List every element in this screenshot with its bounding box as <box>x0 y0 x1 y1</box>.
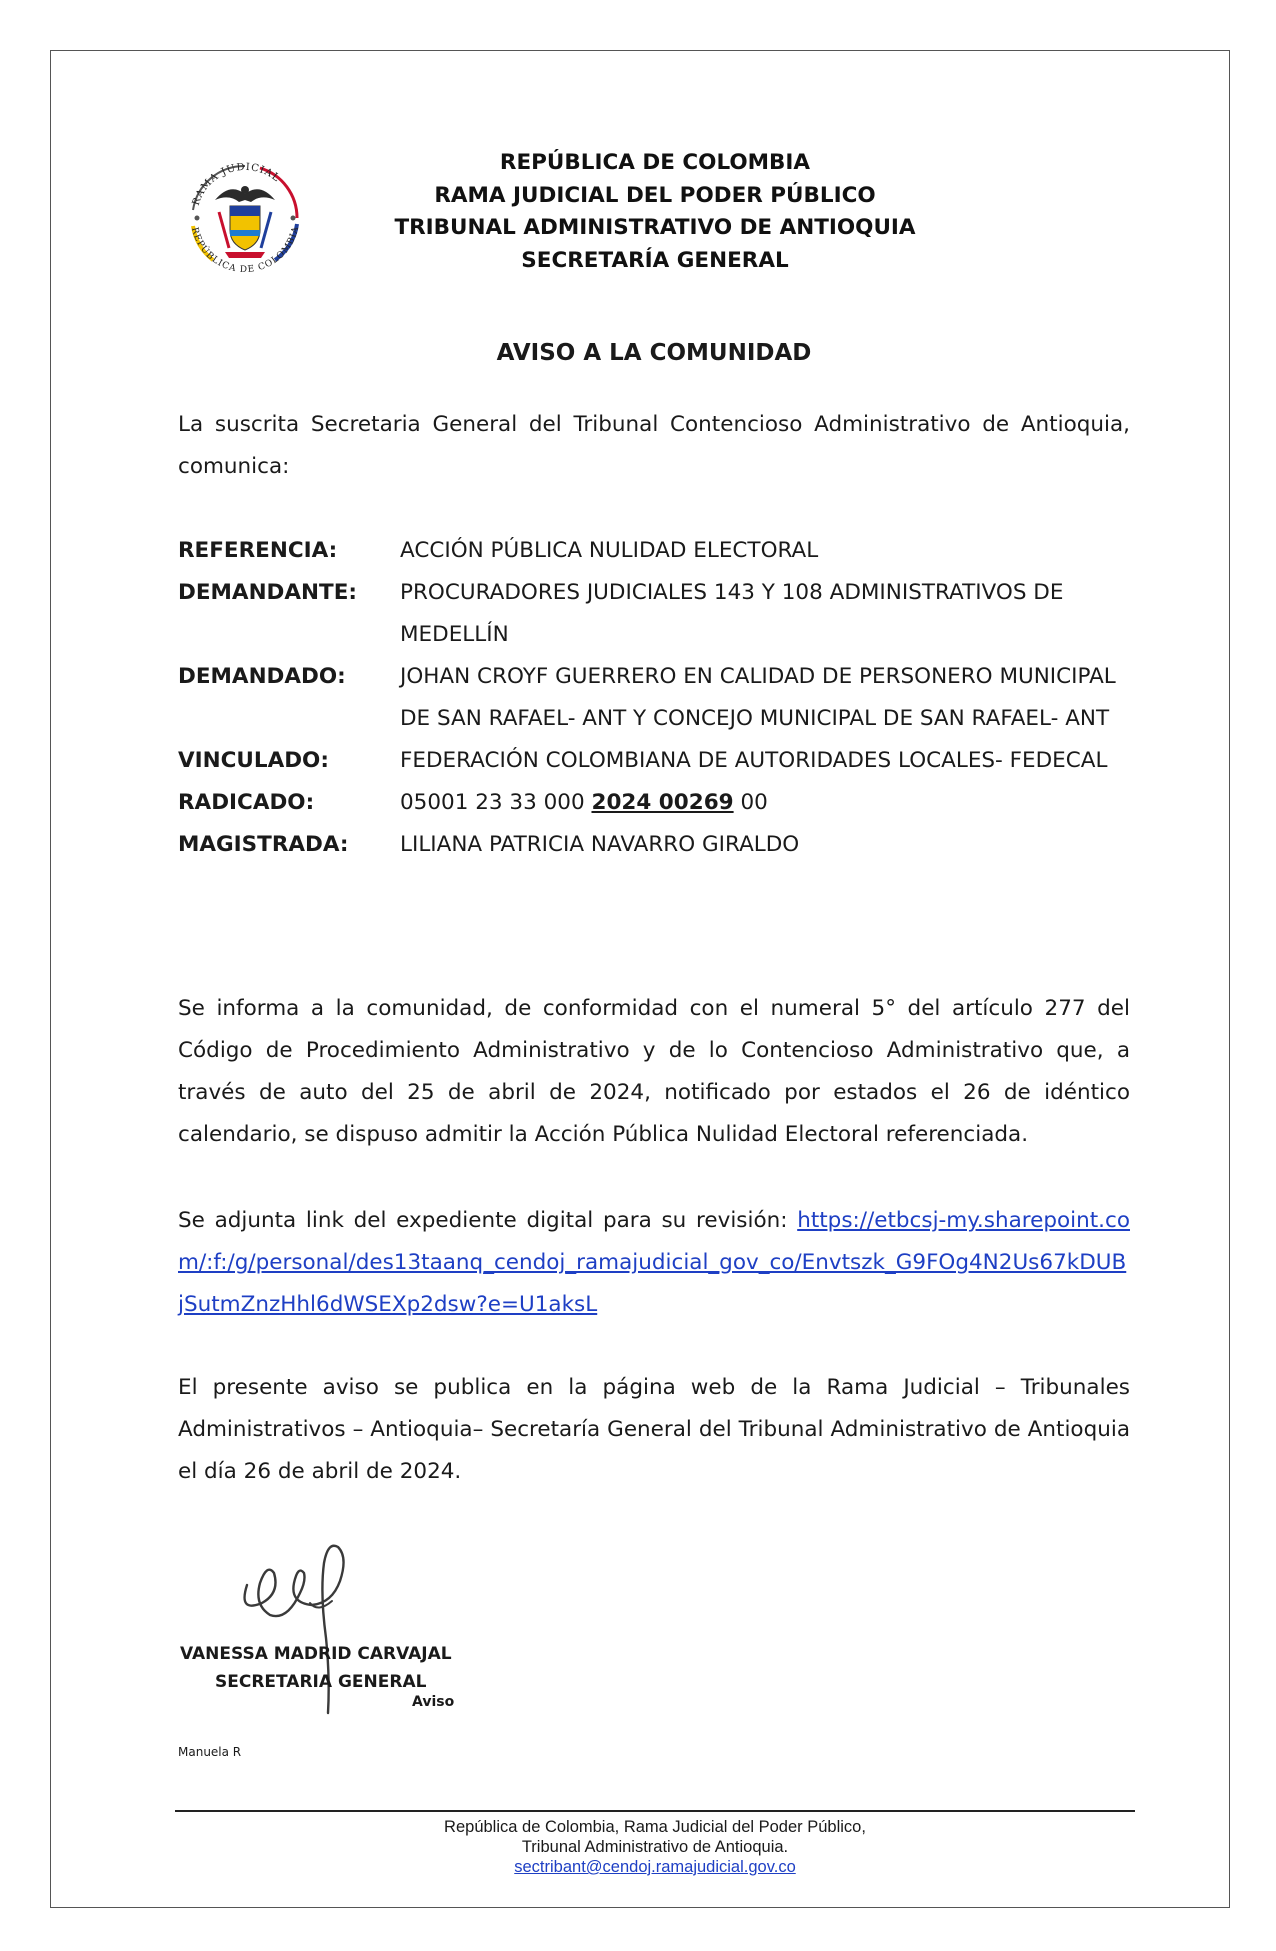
header-office: SECRETARÍA GENERAL <box>521 247 789 273</box>
field-label: DEMANDANTE: <box>178 580 357 605</box>
page-frame <box>50 50 1230 1908</box>
field-row-magistrada <box>178 824 1130 866</box>
field-row-referencia <box>178 530 1130 572</box>
field-row-demandado <box>178 656 1130 740</box>
expediente-link[interactable]: https://etbcsj-my.sharepoint.com/:f:/g/personal/des13taanq_cendoj_ramajudicial_gov_co/Envtszk_G9FOg4N2Us67kDUBjSutmZnzHhl6dWSEXp2dsw?e=U1aksL <box>178 1208 1130 1317</box>
footer-line-1: República de Colombia, Rama Judicial del Poder Público, <box>444 1818 866 1836</box>
svg-text:RAMA JUDICIAL <box>191 162 282 207</box>
drafter-initials: Manuela R <box>178 1745 242 1759</box>
field-row-vinculado <box>178 740 1130 782</box>
header-branch: RAMA JUDICIAL DEL PODER PÚBLICO <box>434 182 876 208</box>
seal-text-top: RAMA JUDICIAL <box>190 161 283 208</box>
footer-email-link[interactable]: sectribant@cendoj.ramajudicial.gov.co <box>514 1858 796 1876</box>
page-footer <box>175 1817 1135 1877</box>
document-title: AVISO A LA COMUNIDAD <box>496 340 812 366</box>
link-paragraph <box>178 1200 1130 1326</box>
radicado-suffix: 00 <box>733 790 768 815</box>
field-label: DEMANDADO: <box>178 664 346 689</box>
field-label: REFERENCIA: <box>178 538 338 563</box>
footer-line-2: Tribunal Administrativo de Antioquia. <box>521 1838 789 1856</box>
field-value: PROCURADORES JUDICIALES 143 Y 108 ADMINISTRATIVOS DE MEDELLÍN <box>400 580 1064 647</box>
field-label: MAGISTRADA: <box>178 832 349 857</box>
field-row-demandante <box>178 572 1130 656</box>
field-value: JOHAN CROYF GUERRERO EN CALIDAD DE PERSONERO MUNICIPAL DE SAN RAFAEL- ANT Y CONCEJO MUNICIPAL DE SAN RAFAEL- ANT <box>400 664 1116 731</box>
field-label: VINCULADO: <box>178 748 329 773</box>
field-value: LILIANA PATRICIA NAVARRO GIRALDO <box>400 832 800 857</box>
intro-paragraph: La suscrita Secretaria General del Tribunal Contencioso Administrativo de Antioquia, comunica: <box>178 412 1130 479</box>
field-row-radicado <box>178 782 1130 824</box>
document-header <box>330 147 980 277</box>
signer-role: SECRETARIA GENERAL <box>215 1672 427 1692</box>
link-intro-text: Se adjunta link del expediente digital para su revisión: <box>178 1208 798 1233</box>
field-value <box>400 782 1130 824</box>
field-value: FEDERACIÓN COLOMBIANA DE AUTORIDADES LOCALES- FEDECAL <box>400 748 1108 773</box>
signature-block <box>180 1640 480 1696</box>
field-value: ACCIÓN PÚBLICA NULIDAD ELECTORAL <box>400 538 819 563</box>
rama-judicial-seal-icon <box>175 148 315 288</box>
case-details <box>178 530 1130 866</box>
field-label: RADICADO: <box>178 790 315 815</box>
radicado-prefix: 05001 23 33 000 <box>400 790 592 815</box>
publish-paragraph: El presente aviso se publica en la página web de la Rama Judicial – Tribunales Administrativos – Antioquia– Secretaría General del Tribunal Administrativo de Antioquia el día 26 de abril de 2024. <box>178 1375 1130 1484</box>
header-country: REPÚBLICA DE COLOMBIA <box>499 150 811 175</box>
signer-name: VANESSA MADRID CARVAJAL <box>180 1644 452 1664</box>
footer-divider <box>175 1810 1135 1812</box>
radicado-number: 2024 00269 <box>591 790 734 815</box>
seal-text-bottom: REPÚBLICA DE COLOMBIA <box>188 225 302 276</box>
header-tribunal: TRIBUNAL ADMINISTRATIVO DE ANTIOQUIA <box>394 215 916 240</box>
info-paragraph: Se informa a la comunidad, de conformidad con el numeral 5° del artículo 277 del Código de Procedimiento Administrativo y de lo Contencioso Administrativo que, a través de auto del 25 de abril de 2024, notificado por estados el 26 de idéntico calendario, se dispuso admitir la Acción Pública Nulidad Electoral referenciada. <box>178 996 1130 1147</box>
signature-note: Aviso <box>412 1694 455 1710</box>
